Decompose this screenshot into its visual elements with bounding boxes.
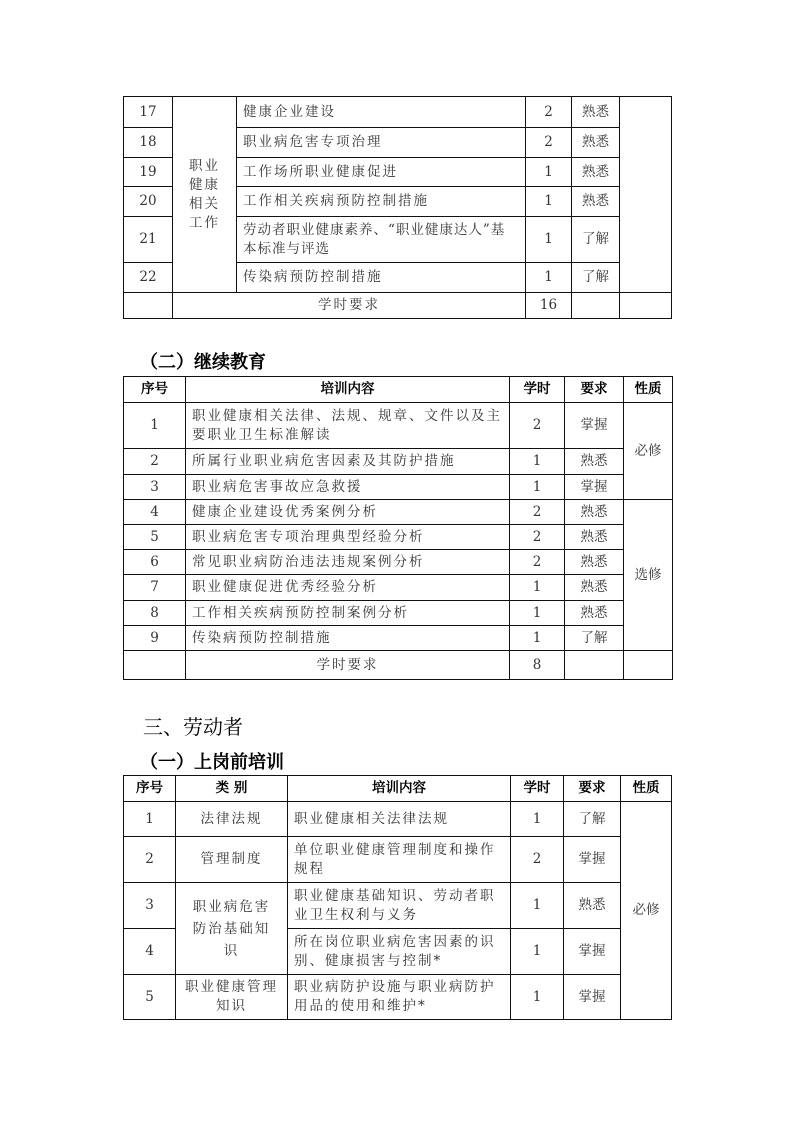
- req-cell: 熟悉: [565, 449, 624, 475]
- hours-cell: 2: [526, 97, 572, 128]
- req-cell: 掌握: [565, 475, 624, 500]
- seq-cell: 7: [124, 575, 186, 601]
- req-cell: 了解: [572, 263, 620, 293]
- hours-cell: 2: [510, 525, 565, 550]
- section-heading-workers: 三、劳动者: [143, 715, 243, 739]
- req-cell: 掌握: [564, 837, 621, 883]
- req-cell: 熟悉: [565, 500, 624, 525]
- table-row: [124, 975, 672, 1020]
- content-cell: 健康企业建设: [237, 97, 526, 128]
- req-cell: 熟悉: [572, 97, 620, 128]
- hours-cell: 2: [510, 550, 565, 575]
- req-cell: 了解: [565, 626, 624, 651]
- seq-cell: 8: [124, 601, 186, 626]
- table-continuing-education: [123, 376, 673, 680]
- hours-cell: 1: [511, 975, 564, 1020]
- content-cell: 职业健康基础知识、劳动者职业卫生权利与义务: [288, 883, 511, 929]
- seq-cell: 20: [124, 187, 173, 217]
- content-cell: 工作相关疾病预防控制措施: [237, 187, 526, 217]
- content-cell: 传染病预防控制措施: [186, 626, 510, 651]
- category-cell: 职业 健康 相关 工作: [173, 97, 237, 293]
- header-nature: 性质: [624, 377, 673, 403]
- table-row: [124, 475, 673, 500]
- header-hours: 学时: [510, 377, 565, 403]
- seq-cell: 3: [124, 883, 176, 929]
- hours-cell: 2: [510, 500, 565, 525]
- header-content: 培训内容: [186, 377, 510, 403]
- content-cell: 职业健康相关法律、法规、规章、文件以及主要职业卫生标准解读: [186, 403, 510, 449]
- hours-cell: 1: [511, 929, 564, 975]
- total-label: 学时要求: [186, 651, 510, 680]
- content-cell: 单位职业健康管理制度和操作规程: [288, 837, 511, 883]
- hours-cell: 1: [511, 883, 564, 929]
- hours-cell: 1: [526, 263, 572, 293]
- req-cell: 熟悉: [565, 575, 624, 601]
- table-row: [124, 601, 673, 626]
- seq-cell: 17: [124, 97, 173, 128]
- hours-cell: 1: [510, 449, 565, 475]
- req-cell: 熟悉: [572, 128, 620, 158]
- nature-elective-cell: 选修: [624, 500, 673, 651]
- total-label: 学时要求: [173, 293, 526, 319]
- seq-cell: 4: [124, 500, 186, 525]
- hours-cell: 1: [511, 802, 564, 837]
- table-row: [124, 575, 673, 601]
- content-cell: 劳动者职业健康素养、“职业健康达人”基本标准与评选: [237, 217, 526, 263]
- nature-cell: [620, 97, 672, 293]
- table-row: [124, 802, 672, 837]
- table-occupational-health-work: [123, 96, 672, 319]
- content-cell: 所在岗位职业病危害因素的识别、健康损害与控制*: [288, 929, 511, 975]
- table-row: [124, 500, 673, 525]
- seq-cell: 22: [124, 263, 173, 293]
- header-seq: 序号: [124, 776, 176, 802]
- seq-cell: 19: [124, 158, 173, 187]
- header-row: [124, 776, 672, 802]
- req-cell: 熟悉: [565, 525, 624, 550]
- header-row: [124, 377, 673, 403]
- table-pre-job-training: [123, 775, 672, 1020]
- seq-cell: 1: [124, 802, 176, 837]
- seq-cell: 3: [124, 475, 186, 500]
- req-cell: 熟悉: [572, 158, 620, 187]
- category-cell: 法律法规: [176, 802, 288, 837]
- content-cell: 常见职业病防治违法违规案例分析: [186, 550, 510, 575]
- hours-cell: 1: [510, 475, 565, 500]
- header-req: 要求: [565, 377, 624, 403]
- req-cell: 熟悉: [564, 883, 621, 929]
- content-cell: 职业病危害专项治理典型经验分析: [186, 525, 510, 550]
- seq-cell: 2: [124, 837, 176, 883]
- content-cell: 职业健康促进优秀经验分析: [186, 575, 510, 601]
- content-cell: 职业病危害事故应急救援: [186, 475, 510, 500]
- nature-required-cell: 必修: [624, 403, 673, 500]
- hours-cell: 1: [510, 626, 565, 651]
- seq-cell: 5: [124, 975, 176, 1020]
- hours-cell: 1: [526, 158, 572, 187]
- table-row: [124, 403, 673, 449]
- header-hours: 学时: [511, 776, 564, 802]
- table-row: [124, 626, 673, 651]
- table-row: [124, 883, 672, 929]
- hours-cell: 2: [510, 403, 565, 449]
- header-req: 要求: [564, 776, 621, 802]
- content-cell: 健康企业建设优秀案例分析: [186, 500, 510, 525]
- seq-cell: 9: [124, 626, 186, 651]
- content-cell: 工作场所职业健康促进: [237, 158, 526, 187]
- header-category: 类 别: [176, 776, 288, 802]
- hours-cell: 1: [510, 601, 565, 626]
- hours-cell: 1: [526, 217, 572, 263]
- hours-cell: 2: [511, 837, 564, 883]
- content-cell: 所属行业职业病危害因素及其防护措施: [186, 449, 510, 475]
- req-cell: 掌握: [564, 929, 621, 975]
- nature-cell: 必修: [621, 802, 672, 1020]
- req-cell: 了解: [572, 217, 620, 263]
- seq-cell: 6: [124, 550, 186, 575]
- header-content: 培训内容: [288, 776, 511, 802]
- total-hours: 16: [526, 293, 572, 319]
- table-row: [124, 449, 673, 475]
- category-cell: 职业病危害防治基础知识: [176, 883, 288, 975]
- hours-cell: 2: [526, 128, 572, 158]
- category-cell: 管理制度: [176, 837, 288, 883]
- category-cell: 职业健康管理知识: [176, 975, 288, 1020]
- content-cell: 职业健康相关法律法规: [288, 802, 511, 837]
- total-row: [124, 293, 672, 319]
- total-row: [124, 651, 673, 680]
- content-cell: 传染病预防控制措施: [237, 263, 526, 293]
- table-row: [124, 837, 672, 883]
- seq-cell: 5: [124, 525, 186, 550]
- req-cell: 掌握: [564, 975, 621, 1020]
- seq-cell: 1: [124, 403, 186, 449]
- seq-cell: 2: [124, 449, 186, 475]
- content-cell: 工作相关疾病预防控制案例分析: [186, 601, 510, 626]
- header-nature: 性质: [621, 776, 672, 802]
- seq-cell: 21: [124, 217, 173, 263]
- table-row: [124, 525, 673, 550]
- req-cell: 熟悉: [565, 601, 624, 626]
- hours-cell: 1: [510, 575, 565, 601]
- section-heading-continuing-education: （二）继续教育: [140, 352, 266, 373]
- header-seq: 序号: [124, 377, 186, 403]
- section-heading-pre-job-training: （一）上岗前培训: [140, 752, 284, 773]
- req-cell: 掌握: [565, 403, 624, 449]
- content-cell: 职业病防护设施与职业病防护用品的使用和维护*: [288, 975, 511, 1020]
- table-row: [124, 550, 673, 575]
- req-cell: 熟悉: [572, 187, 620, 217]
- content-cell: 职业病危害专项治理: [237, 128, 526, 158]
- seq-cell: 4: [124, 929, 176, 975]
- total-hours: 8: [510, 651, 565, 680]
- req-cell: 了解: [564, 802, 621, 837]
- req-cell: 熟悉: [565, 550, 624, 575]
- seq-cell: 18: [124, 128, 173, 158]
- table-row: [124, 97, 672, 128]
- hours-cell: 1: [526, 187, 572, 217]
